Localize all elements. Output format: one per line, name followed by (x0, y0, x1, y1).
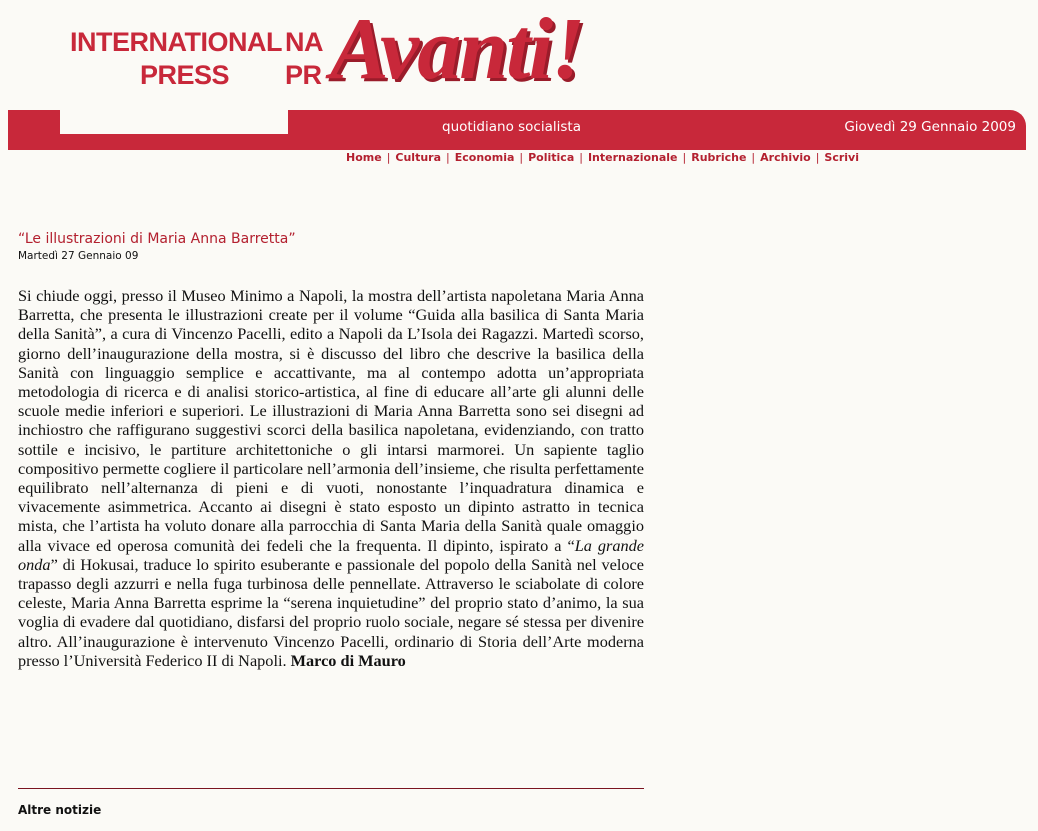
nav-separator: | (446, 151, 450, 164)
nav-politica[interactable]: Politica (528, 151, 575, 164)
nav-separator: | (815, 151, 820, 164)
international-press-logo-fragment (285, 26, 323, 92)
nav-cultura[interactable]: Cultura (395, 151, 442, 164)
current-date: Giovedì 29 Gennaio 2009 (844, 119, 1016, 135)
international-press-logo (70, 26, 282, 92)
nav-home[interactable]: Home (346, 151, 382, 164)
divider (18, 788, 644, 789)
more-news-heading[interactable]: Altre notizie (18, 803, 102, 817)
article-body (18, 286, 644, 670)
nav-archivio[interactable]: Archivio (760, 151, 811, 164)
nav-scrivi[interactable]: Scrivi (824, 151, 860, 164)
logo-line-1: INTERNATIONAL (70, 27, 282, 57)
article-text-part-1: Si chiude oggi, presso il Museo Minimo a Napoli, la mostra dell’artista napoletana Maria Anna Barretta, che presenta le illustrazioni create per il volume “Guida alla basilica di Santa Maria della Sanità”, a cura di Vincenzo Pacelli, edito a Napoli da L’Isola dei Ragazzi. Martedì scorso, giorno dell’inaugurazione della mostra, si è discusso del libro che descrive la basilica della Sanità con linguaggio semplice e accattivante, ma al contempo adotta un’appropriata metodologia di ricerca e di analisi storico-artistica, al fine di educare all’arte gli alunni delle scuole medie inferiori e superiori. Le illustrazioni di Maria Anna Barretta sono sei disegni ad inchiostro che raffigurano suggestivi scorci della basilica napoletana, evidenziando, con tratto sottile e incisivo, le partiture architettoniche o gli intarsi marmorei. Un sapiente taglio compositivo permette cogliere il particolare nell’armonia dell’insieme, che risulta perfettamente equilibrato nell’alternanza di pieni e di vuoti, nonostante l’inquadratura dinamica e vivacemente asimmetrica. Accanto ai disegni è stato esposto un dipinto astratto in tecnica mista, che l’artista ha voluto donare alla parrocchia di Santa Maria della Sanità quale omaggio alla vivace ed operosa comunità dei fedeli che la frequenta. Il dipinto, ispirato a “ (18, 286, 644, 555)
avanti-logo[interactable]: Avanti! (330, 1, 584, 98)
logo-fragment-line-1: NA (285, 27, 323, 57)
logo-fragment-line-2: PR (285, 60, 322, 90)
article-paragraph (18, 286, 644, 670)
nav-internazionale[interactable]: Internazionale (587, 151, 678, 164)
nav-separator: | (751, 151, 756, 164)
nav-separator: | (386, 151, 391, 164)
header-bar-notch (60, 110, 288, 134)
article-date: Martedì 27 Gennaio 09 (18, 250, 139, 262)
logo-line-2: PRESS (140, 60, 230, 90)
nav-separator: | (519, 151, 524, 164)
nav-separator: | (682, 151, 687, 164)
artwork-title: La grande onda (18, 535, 644, 574)
article-author: Marco di Mauro (290, 650, 406, 670)
tagline: quotidiano socialista (442, 119, 581, 135)
article-title: “Le illustrazioni di Maria Anna Barretta” (18, 231, 296, 247)
nav-economia[interactable]: Economia (454, 151, 515, 164)
main-nav (346, 151, 859, 164)
article-text-part-2: ” di Hokusai, traduce lo spirito esuberante e passionale del popolo della Sanità nel veloce trapasso degli azzurri e nella fuga turbinosa delle pennellate. Attraverso le sciabolate di colore celeste, Maria Anna Barretta esprime la “serena inquietudine” del proprio stato d’animo, la sua voglia di evadere dal quotidiano, disfarsi del proprio ruolo sociale, negare sé stessa per divenire altro. All’inaugurazione è intervenuto Vincenzo Pacelli, ordinario di Storia dell’Arte moderna presso l’Università Federico II di Napoli. (18, 554, 644, 670)
nav-separator: | (579, 151, 583, 164)
nav-rubriche[interactable]: Rubriche (691, 151, 747, 164)
